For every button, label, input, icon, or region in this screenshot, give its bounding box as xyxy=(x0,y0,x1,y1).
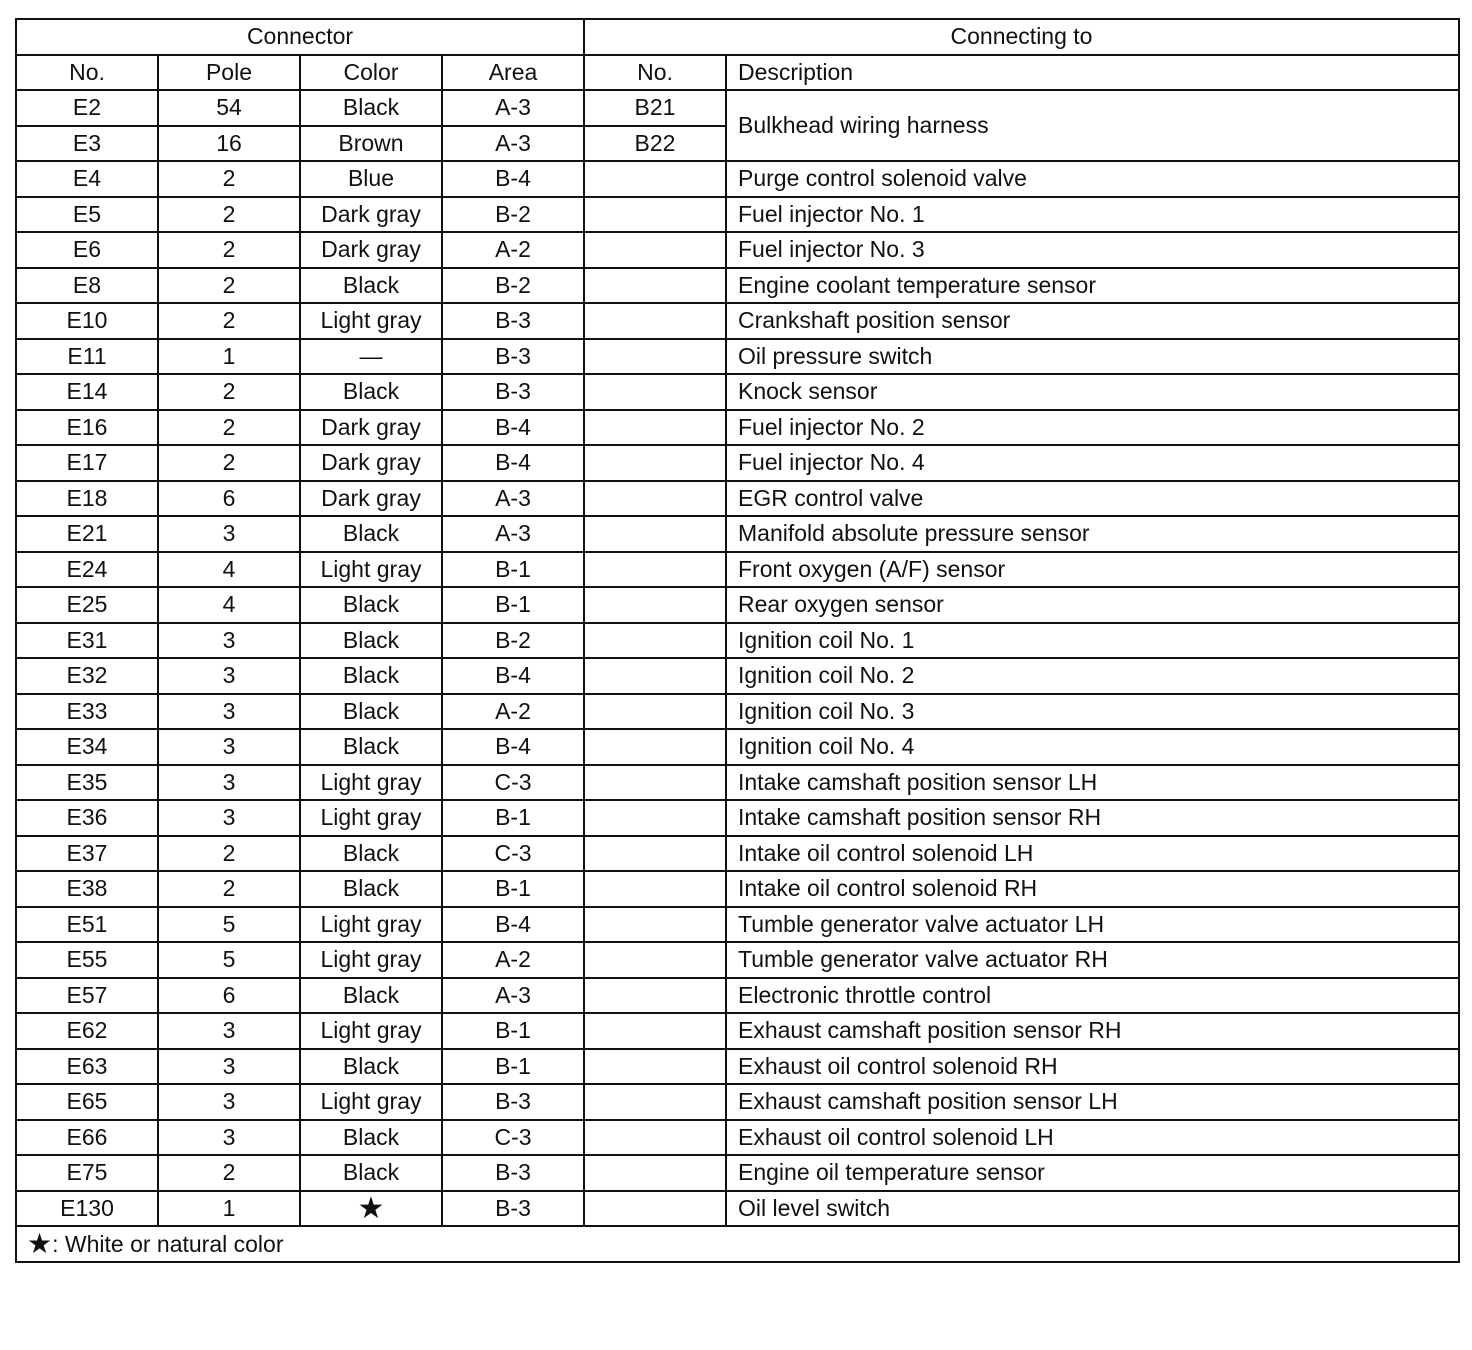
cell-to-no xyxy=(584,1155,726,1191)
cell-no: E25 xyxy=(16,587,158,623)
cell-no: E32 xyxy=(16,658,158,694)
cell-no: E65 xyxy=(16,1084,158,1120)
cell-area: C-3 xyxy=(442,1120,584,1156)
connecting-to-header: Connecting to xyxy=(584,19,1459,55)
table-row xyxy=(16,907,1459,943)
cell-to-no xyxy=(584,303,726,339)
cell-description: Tumble generator valve actuator RH xyxy=(726,942,1459,978)
cell-pole: 2 xyxy=(158,374,300,410)
cell-no: E3 xyxy=(16,126,158,162)
table-row xyxy=(16,1120,1459,1156)
cell-description: Intake camshaft position sensor RH xyxy=(726,800,1459,836)
footnote-row xyxy=(16,1226,1459,1262)
cell-no: E62 xyxy=(16,1013,158,1049)
cell-pole: 6 xyxy=(158,978,300,1014)
cell-color: Black xyxy=(300,729,442,765)
table-row xyxy=(16,481,1459,517)
cell-no: E17 xyxy=(16,445,158,481)
cell-color: Black xyxy=(300,268,442,304)
connector-header: Connector xyxy=(16,19,584,55)
cell-to-no xyxy=(584,587,726,623)
cell-description: Ignition coil No. 1 xyxy=(726,623,1459,659)
cell-area: B-3 xyxy=(442,339,584,375)
cell-description: Fuel injector No. 4 xyxy=(726,445,1459,481)
cell-area: B-4 xyxy=(442,907,584,943)
cell-to-no xyxy=(584,942,726,978)
cell-no: E55 xyxy=(16,942,158,978)
star-icon: ★ xyxy=(27,1228,53,1260)
table-row xyxy=(16,197,1459,233)
connector-table xyxy=(15,18,1460,1263)
cell-area: B-1 xyxy=(442,587,584,623)
cell-description: Ignition coil No. 2 xyxy=(726,658,1459,694)
cell-description: Front oxygen (A/F) sensor xyxy=(726,552,1459,588)
col-header-to-no: No. xyxy=(584,55,726,91)
cell-no: E14 xyxy=(16,374,158,410)
cell-no: E63 xyxy=(16,1049,158,1085)
cell-area: C-3 xyxy=(442,765,584,801)
cell-area: B-3 xyxy=(442,1191,584,1227)
table-row xyxy=(16,410,1459,446)
cell-color: Light gray xyxy=(300,907,442,943)
cell-no: E33 xyxy=(16,694,158,730)
cell-no: E6 xyxy=(16,232,158,268)
cell-to-no xyxy=(584,339,726,375)
cell-description: Fuel injector No. 1 xyxy=(726,197,1459,233)
table-row xyxy=(16,623,1459,659)
cell-pole: 3 xyxy=(158,1120,300,1156)
cell-area: B-3 xyxy=(442,1155,584,1191)
cell-description: Tumble generator valve actuator LH xyxy=(726,907,1459,943)
cell-color: Black xyxy=(300,694,442,730)
cell-color: Light gray xyxy=(300,800,442,836)
cell-description: Manifold absolute pressure sensor xyxy=(726,516,1459,552)
cell-no: E2 xyxy=(16,90,158,126)
cell-no: E37 xyxy=(16,836,158,872)
cell-no: E24 xyxy=(16,552,158,588)
cell-description: Exhaust oil control solenoid RH xyxy=(726,1049,1459,1085)
group-header-row xyxy=(16,19,1459,55)
table-row xyxy=(16,1049,1459,1085)
cell-no: E18 xyxy=(16,481,158,517)
cell-color: Black xyxy=(300,1155,442,1191)
table-row xyxy=(16,871,1459,907)
cell-color: Black xyxy=(300,90,442,126)
cell-to-no xyxy=(584,729,726,765)
col-header-color: Color xyxy=(300,55,442,91)
cell-no: E8 xyxy=(16,268,158,304)
cell-color: — xyxy=(300,339,442,375)
cell-area: B-3 xyxy=(442,1084,584,1120)
cell-description: Intake camshaft position sensor LH xyxy=(726,765,1459,801)
star-icon: ★ xyxy=(357,1192,385,1226)
cell-description: Engine oil temperature sensor xyxy=(726,1155,1459,1191)
cell-description: Crankshaft position sensor xyxy=(726,303,1459,339)
cell-color: Black xyxy=(300,1120,442,1156)
cell-pole: 5 xyxy=(158,907,300,943)
cell-area: B-1 xyxy=(442,552,584,588)
cell-pole: 4 xyxy=(158,587,300,623)
table-body xyxy=(16,90,1459,1226)
table-row xyxy=(16,694,1459,730)
cell-area: A-3 xyxy=(442,90,584,126)
table-row xyxy=(16,587,1459,623)
cell-area: B-2 xyxy=(442,268,584,304)
table-row xyxy=(16,552,1459,588)
cell-no: E10 xyxy=(16,303,158,339)
cell-to-no xyxy=(584,374,726,410)
cell-color: Light gray xyxy=(300,765,442,801)
cell-pole: 3 xyxy=(158,800,300,836)
cell-area: B-4 xyxy=(442,658,584,694)
col-header-area: Area xyxy=(442,55,584,91)
table-row xyxy=(16,268,1459,304)
cell-pole: 3 xyxy=(158,1084,300,1120)
cell-description: EGR control valve xyxy=(726,481,1459,517)
cell-pole: 3 xyxy=(158,729,300,765)
cell-to-no xyxy=(584,907,726,943)
cell-color: Dark gray xyxy=(300,481,442,517)
cell-color: Dark gray xyxy=(300,197,442,233)
cell-to-no xyxy=(584,978,726,1014)
cell-area: B-4 xyxy=(442,410,584,446)
cell-color: Black xyxy=(300,871,442,907)
cell-color: Black xyxy=(300,516,442,552)
cell-color: Black xyxy=(300,658,442,694)
cell-description: Rear oxygen sensor xyxy=(726,587,1459,623)
cell-pole: 3 xyxy=(158,516,300,552)
table-row xyxy=(16,658,1459,694)
cell-area: B-2 xyxy=(442,197,584,233)
table-row xyxy=(16,729,1459,765)
cell-to-no: B22 xyxy=(584,126,726,162)
table-row xyxy=(16,339,1459,375)
cell-pole: 2 xyxy=(158,871,300,907)
cell-to-no xyxy=(584,694,726,730)
cell-area: A-3 xyxy=(442,978,584,1014)
cell-pole: 2 xyxy=(158,410,300,446)
cell-area: B-4 xyxy=(442,729,584,765)
cell-description: Electronic throttle control xyxy=(726,978,1459,1014)
cell-description: Fuel injector No. 3 xyxy=(726,232,1459,268)
cell-description: Purge control solenoid valve xyxy=(726,161,1459,197)
table-row xyxy=(16,978,1459,1014)
cell-color: Dark gray xyxy=(300,232,442,268)
cell-area: C-3 xyxy=(442,836,584,872)
cell-color: Light gray xyxy=(300,552,442,588)
cell-area: A-2 xyxy=(442,942,584,978)
cell-area: A-2 xyxy=(442,694,584,730)
cell-to-no xyxy=(584,197,726,233)
table-row xyxy=(16,90,1459,126)
table-row xyxy=(16,1191,1459,1227)
table-row xyxy=(16,445,1459,481)
cell-to-no xyxy=(584,623,726,659)
cell-pole: 54 xyxy=(158,90,300,126)
cell-color: Brown xyxy=(300,126,442,162)
cell-to-no: B21 xyxy=(584,90,726,126)
cell-to-no xyxy=(584,1013,726,1049)
cell-color: Black xyxy=(300,374,442,410)
cell-description: Exhaust oil control solenoid LH xyxy=(726,1120,1459,1156)
cell-to-no xyxy=(584,481,726,517)
cell-area: B-3 xyxy=(442,303,584,339)
cell-area: B-2 xyxy=(442,623,584,659)
table-row xyxy=(16,516,1459,552)
cell-no: E34 xyxy=(16,729,158,765)
cell-to-no xyxy=(584,765,726,801)
cell-color: Black xyxy=(300,836,442,872)
cell-pole: 3 xyxy=(158,658,300,694)
cell-no: E11 xyxy=(16,339,158,375)
cell-pole: 5 xyxy=(158,942,300,978)
cell-no: E66 xyxy=(16,1120,158,1156)
table-row xyxy=(16,374,1459,410)
cell-to-no xyxy=(584,1049,726,1085)
col-header-pole: Pole xyxy=(158,55,300,91)
cell-color: Light gray xyxy=(300,1084,442,1120)
table-row xyxy=(16,942,1459,978)
cell-no: E36 xyxy=(16,800,158,836)
cell-pole: 1 xyxy=(158,1191,300,1227)
cell-pole: 16 xyxy=(158,126,300,162)
cell-no: E4 xyxy=(16,161,158,197)
cell-area: B-4 xyxy=(442,161,584,197)
cell-description: Intake oil control solenoid RH xyxy=(726,871,1459,907)
cell-area: A-3 xyxy=(442,126,584,162)
cell-pole: 3 xyxy=(158,1013,300,1049)
cell-description: Bulkhead wiring harness xyxy=(726,90,1459,161)
cell-description: Fuel injector No. 2 xyxy=(726,410,1459,446)
cell-color: Dark gray xyxy=(300,410,442,446)
cell-no: E75 xyxy=(16,1155,158,1191)
table-row xyxy=(16,800,1459,836)
cell-description: Knock sensor xyxy=(726,374,1459,410)
cell-area: B-1 xyxy=(442,1013,584,1049)
cell-area: B-3 xyxy=(442,374,584,410)
cell-no: E5 xyxy=(16,197,158,233)
cell-no: E21 xyxy=(16,516,158,552)
cell-description: Engine coolant temperature sensor xyxy=(726,268,1459,304)
cell-no: E38 xyxy=(16,871,158,907)
cell-color: Black xyxy=(300,623,442,659)
cell-area: B-1 xyxy=(442,1049,584,1085)
cell-pole: 6 xyxy=(158,481,300,517)
cell-pole: 3 xyxy=(158,623,300,659)
cell-color: Black xyxy=(300,1049,442,1085)
cell-to-no xyxy=(584,658,726,694)
cell-to-no xyxy=(584,161,726,197)
cell-area: B-1 xyxy=(442,800,584,836)
cell-pole: 2 xyxy=(158,836,300,872)
cell-to-no xyxy=(584,1191,726,1227)
col-header-no: No. xyxy=(16,55,158,91)
cell-to-no xyxy=(584,1120,726,1156)
cell-pole: 3 xyxy=(158,765,300,801)
table-row xyxy=(16,765,1459,801)
cell-description: Ignition coil No. 4 xyxy=(726,729,1459,765)
table-row xyxy=(16,161,1459,197)
cell-to-no xyxy=(584,552,726,588)
cell-to-no xyxy=(584,836,726,872)
table-row xyxy=(16,836,1459,872)
cell-description: Oil pressure switch xyxy=(726,339,1459,375)
cell-no: E57 xyxy=(16,978,158,1014)
cell-pole: 2 xyxy=(158,268,300,304)
cell-description: Intake oil control solenoid LH xyxy=(726,836,1459,872)
cell-pole: 2 xyxy=(158,197,300,233)
cell-pole: 4 xyxy=(158,552,300,588)
cell-area: B-1 xyxy=(442,871,584,907)
cell-area: A-3 xyxy=(442,516,584,552)
cell-pole: 3 xyxy=(158,1049,300,1085)
cell-to-no xyxy=(584,1084,726,1120)
cell-no: E31 xyxy=(16,623,158,659)
cell-pole: 2 xyxy=(158,445,300,481)
cell-color xyxy=(300,1191,442,1227)
cell-pole: 2 xyxy=(158,161,300,197)
cell-description: Ignition coil No. 3 xyxy=(726,694,1459,730)
cell-pole: 3 xyxy=(158,694,300,730)
table-row xyxy=(16,232,1459,268)
table-row xyxy=(16,1155,1459,1191)
col-header-description: Description xyxy=(726,55,1459,91)
cell-area: A-3 xyxy=(442,481,584,517)
cell-pole: 2 xyxy=(158,303,300,339)
cell-to-no xyxy=(584,232,726,268)
cell-pole: 2 xyxy=(158,232,300,268)
cell-description: Oil level switch xyxy=(726,1191,1459,1227)
cell-color: Blue xyxy=(300,161,442,197)
cell-color: Black xyxy=(300,978,442,1014)
cell-to-no xyxy=(584,410,726,446)
cell-area: B-4 xyxy=(442,445,584,481)
table-row xyxy=(16,303,1459,339)
cell-no: E130 xyxy=(16,1191,158,1227)
cell-no: E16 xyxy=(16,410,158,446)
cell-pole: 1 xyxy=(158,339,300,375)
cell-to-no xyxy=(584,445,726,481)
cell-to-no xyxy=(584,516,726,552)
table-row xyxy=(16,1084,1459,1120)
cell-color: Light gray xyxy=(300,942,442,978)
cell-color: Light gray xyxy=(300,303,442,339)
cell-description: Exhaust camshaft position sensor LH xyxy=(726,1084,1459,1120)
cell-pole: 2 xyxy=(158,1155,300,1191)
cell-no: E51 xyxy=(16,907,158,943)
table-row xyxy=(16,1013,1459,1049)
cell-area: A-2 xyxy=(442,232,584,268)
footnote-text: : White or natural color xyxy=(52,1231,284,1258)
cell-to-no xyxy=(584,268,726,304)
column-header-row xyxy=(16,55,1459,91)
cell-to-no xyxy=(584,871,726,907)
footnote xyxy=(16,1226,1459,1262)
cell-no: E35 xyxy=(16,765,158,801)
cell-description: Exhaust camshaft position sensor RH xyxy=(726,1013,1459,1049)
cell-color: Black xyxy=(300,587,442,623)
cell-color: Light gray xyxy=(300,1013,442,1049)
cell-to-no xyxy=(584,800,726,836)
cell-color: Dark gray xyxy=(300,445,442,481)
